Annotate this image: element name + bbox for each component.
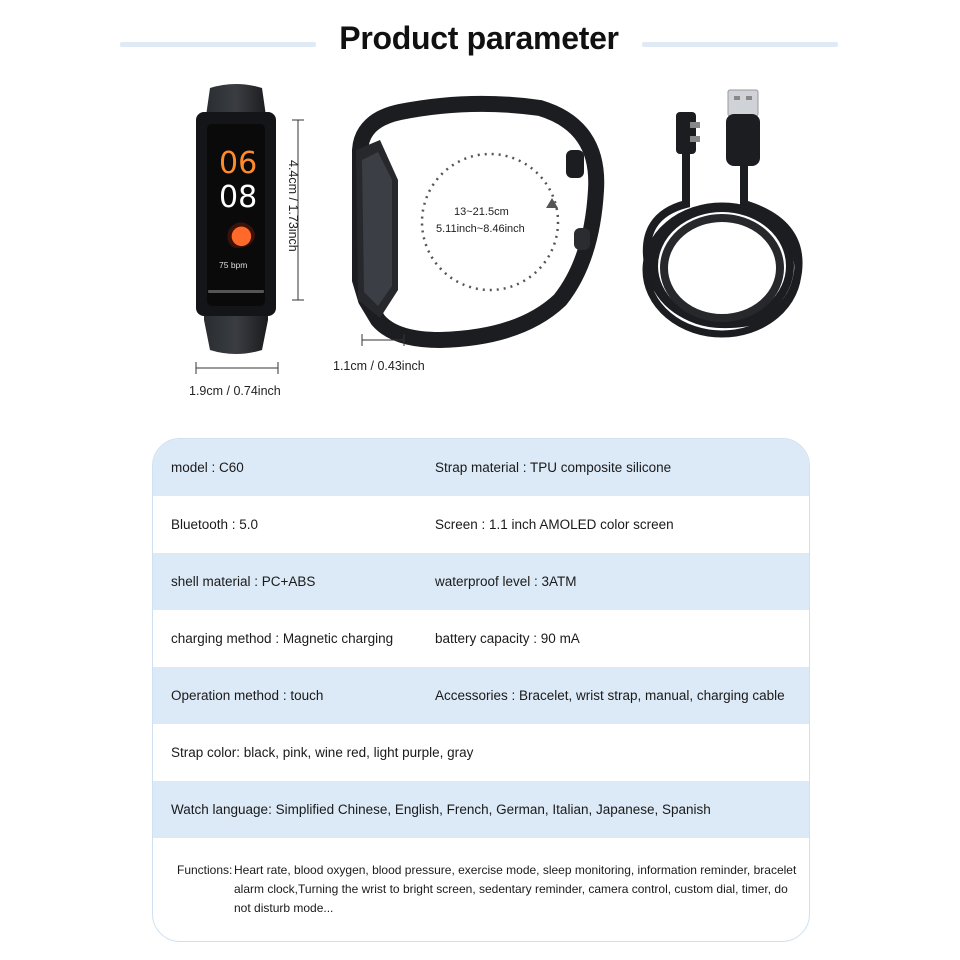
spec-row bbox=[153, 496, 809, 553]
spec-row bbox=[153, 667, 809, 724]
spec-watch-language: Watch language: Simplified Chinese, English, French, German, Italian, Japanese, Spanish bbox=[171, 802, 711, 817]
heart-rate-value: 75 bpm bbox=[219, 260, 248, 270]
width-dimension-line bbox=[196, 362, 278, 374]
spec-row bbox=[153, 439, 809, 496]
width-label: 1.9cm / 0.74inch bbox=[189, 384, 281, 398]
spec-operation-method: Operation method : touch bbox=[171, 688, 324, 703]
spec-accessories: Accessories : Bracelet, wrist strap, manual, charging cable bbox=[435, 688, 785, 703]
watch-screen bbox=[207, 124, 265, 306]
page-title: Product parameter bbox=[339, 20, 619, 56]
spec-table bbox=[152, 438, 810, 942]
spec-battery: battery capacity : 90 mA bbox=[435, 631, 580, 646]
spec-row bbox=[153, 781, 809, 838]
circumference-cm-label: 13~21.5cm bbox=[454, 206, 509, 218]
spec-row bbox=[153, 553, 809, 610]
spec-model: model : C60 bbox=[171, 460, 244, 475]
clock-minute: 08 bbox=[219, 180, 258, 215]
charging-cable bbox=[646, 90, 799, 334]
spec-screen: Screen : 1.1 inch AMOLED color screen bbox=[435, 517, 674, 532]
heart-rate-ring bbox=[221, 222, 255, 248]
spec-charging-method: charging method : Magnetic charging bbox=[171, 631, 394, 646]
spec-shell-material: shell material : PC+ABS bbox=[171, 574, 316, 589]
spec-bluetooth: Bluetooth : 5.0 bbox=[171, 517, 259, 532]
clock-hour: 06 bbox=[219, 146, 258, 181]
spec-row bbox=[153, 610, 809, 667]
height-label: 4.4cm / 1.73inch bbox=[286, 160, 300, 252]
band-side-view bbox=[356, 104, 596, 340]
circumference-inch-label: 5.11inch~8.46inch bbox=[436, 223, 525, 235]
spec-strap-material: Strap material : TPU composite silicone bbox=[435, 460, 672, 475]
spec-strap-color: Strap color: black, pink, wine red, light purple, gray bbox=[171, 745, 474, 760]
functions-label: Functions: bbox=[177, 863, 233, 877]
spec-row bbox=[153, 724, 809, 781]
thickness-label: 1.1cm / 0.43inch bbox=[333, 359, 425, 373]
spec-waterproof: waterproof level : 3ATM bbox=[435, 574, 577, 589]
functions-text: Heart rate, blood oxygen, blood pressure, exercise mode, sleep monitoring, information reminder, bracelet alarm clock,Turning the wrist to bright screen, sedentary reminder, camera control, custom dial, timer, do not disturb mode... bbox=[234, 863, 797, 915]
